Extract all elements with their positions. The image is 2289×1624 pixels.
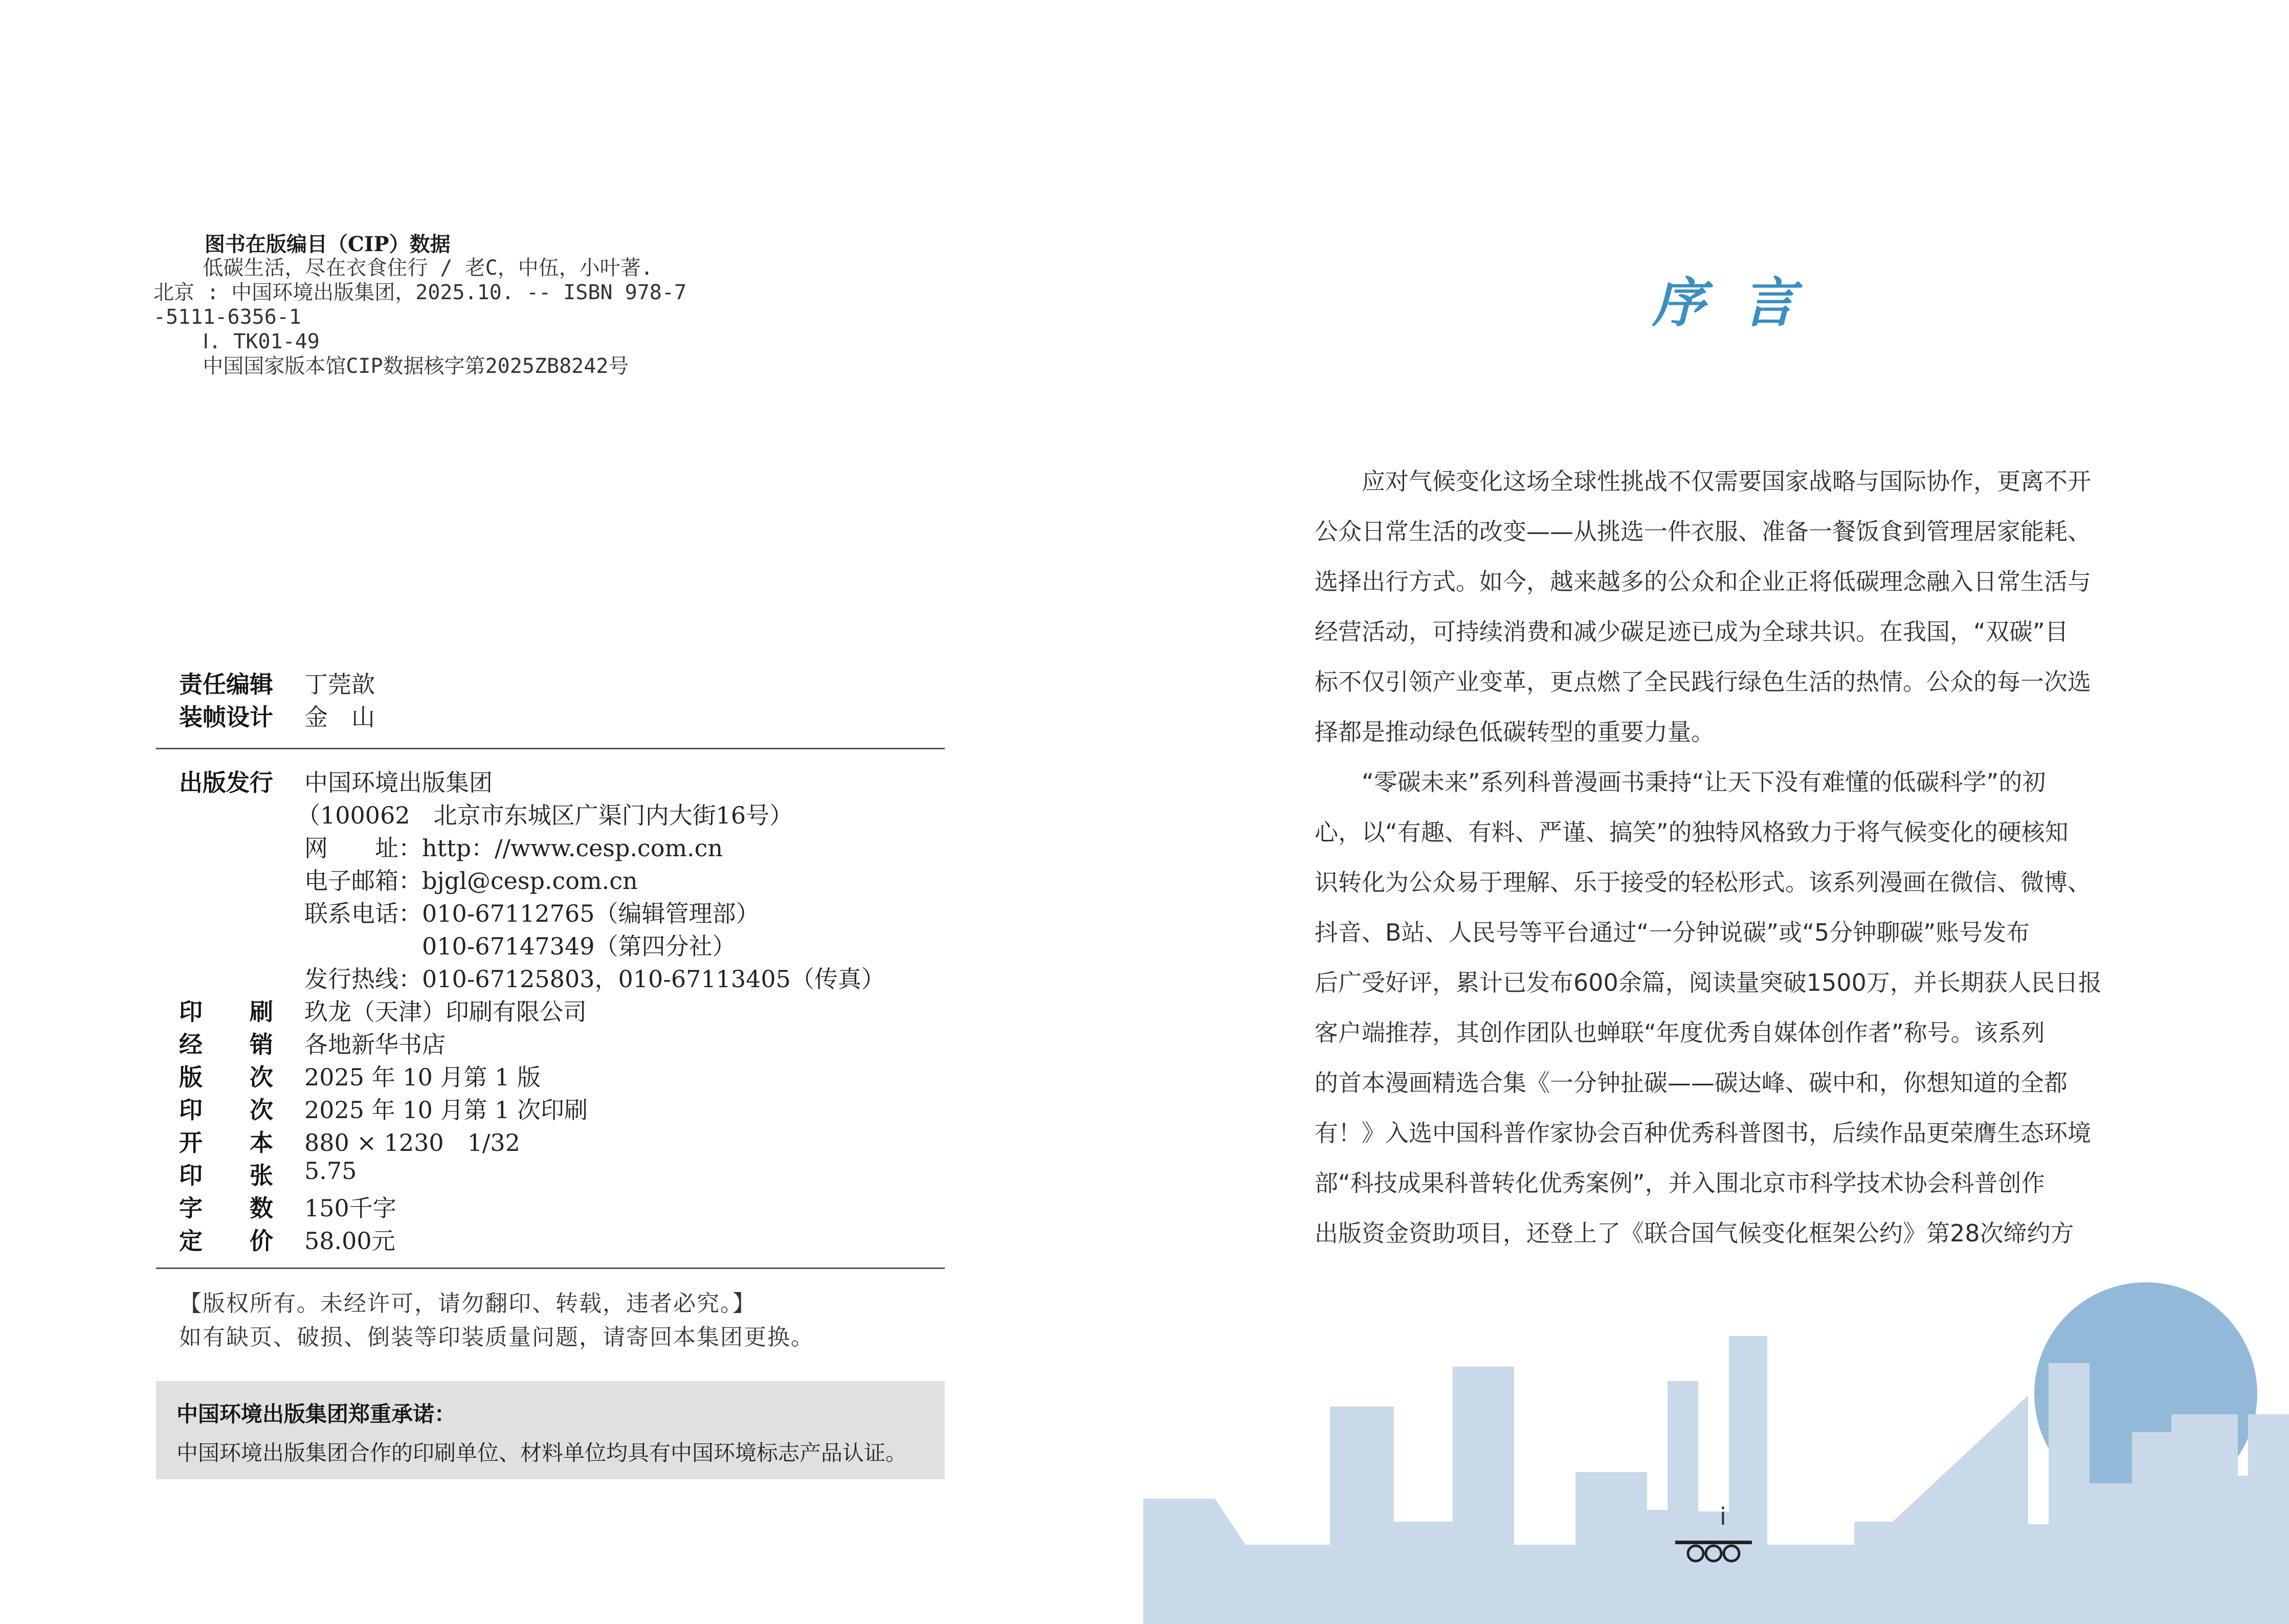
spec-label: 版 次 [179,1063,273,1091]
spec-value: 150千字 [304,1194,396,1222]
spec-label: 开 本 [179,1129,273,1156]
preface-line: 有！》入选中国科普作家协会百种优秀科普图书，后续作品更荣膺生态环境 [1315,1119,2091,1147]
publisher-line: 发行热线：010-67125803，010-67113405（传真） [304,965,885,993]
spec-value: 2025 年 10 月第 1 次印刷 [304,1096,588,1124]
preface-heading: 序言 [1652,272,1833,334]
editor-label: 责任编辑 [179,671,273,698]
promise-text: 中国环境出版集团合作的印刷单位、材料单位均具有中国环境标志产品认证。 [176,1440,907,1465]
publisher-line: 中国环境出版集团 [304,769,493,796]
spec-label: 印 张 [179,1162,273,1189]
spec-value: 58.00元 [304,1227,395,1255]
preface-line: 部“科技成果科普转化优秀案例”，并入围北京市科学技术协会科普创作 [1315,1169,2045,1197]
publisher-line: 网 址：http：//www.cesp.com.cn [304,834,723,862]
publisher-line: 电子邮箱：bjgl@cesp.com.cn [304,867,638,895]
page-number: i [1720,1503,1726,1530]
spec-value: 5.75 [304,1157,357,1185]
designer-label: 装帧设计 [179,703,273,731]
preface-line: 选择出行方式。如今，越来越多的公众和企业正将低碳理念融入日常生活与 [1315,568,2091,595]
cip-line: 中国国家版本馆CIP数据核字第2025ZB8242号 [153,354,629,378]
spec-value: 玖龙（天津）印刷有限公司 [304,998,587,1026]
cart-bar [1675,1541,1752,1544]
publisher-line: 010-67147349（第四分社） [304,932,736,960]
cip-line: Ⅰ. TK01-49 [153,330,320,353]
spec-label: 印 次 [179,1096,273,1124]
preface-line: 公众日常生活的改变——从挑选一件衣服、准备一餐饭食到管理居家能耗、 [1315,518,2091,545]
divider-top [156,748,945,749]
spec-value: 880 × 1230 1/32 [304,1129,520,1156]
preface-line: 应对气候变化这场全球性挑战不仅需要国家战略与国际协作，更离不开 [1315,468,2091,495]
preface-line: 经营活动，可持续消费和减少碳足迹已成为全球共识。在我国，“双碳”目 [1315,618,2069,646]
preface-line: 识转化为公众易于理解、乐于接受的轻松形式。该系列漫画在微信、微博、 [1315,869,2091,896]
spec-label: 定 价 [179,1227,273,1255]
copyright-notice: 【版权所有。未经许可，请勿翻印、转载，违者必究。】 [179,1291,756,1317]
preface-body [1315,456,2102,1258]
preface-line: 择都是推动绿色低碳转型的重要力量。 [1315,718,1715,746]
preface-line: 客户端推荐，其创作团队也蝉联“年度优秀自媒体创作者”称号。该系列 [1315,1019,2045,1047]
preface-line: 后广受好评，累计已发布600余篇，阅读量突破1500万，并长期获人民日报 [1315,969,2102,996]
spec-value: 各地新华书店 [304,1031,446,1058]
publisher-line: （100062 北京市东城区广渠门内大街16号） [297,802,793,829]
quality-notice: 如有缺页、破损、倒装等印装质量问题，请寄回本集团更换。 [179,1324,814,1350]
preface-line: 心，以“有趣、有料、严谨、搞笑”的独特风格致力于将气候变化的硬核知 [1315,818,2069,846]
spec-label: 印 刷 [179,998,273,1026]
cip-line: 北京 : 中国环境出版集团，2025.10. -- ISBN 978-7 [153,281,687,304]
preface-line: 抖音、B站、人民号等平台通过“一分钟说碳”或“5分钟聊碳”账号发布 [1315,919,2030,946]
designer-value: 金 山 [304,703,375,731]
preface-line: 出版资金资助项目，还登上了《联合国气候变化框架公约》第28次缔约方 [1315,1219,2074,1247]
promise-title: 中国环境出版集团郑重承诺： [176,1401,456,1427]
cip-line: 低碳生活，尽在衣食住行 / 老C，中伍，小叶著. [153,256,653,280]
cip-line: -5111-6356-1 [153,305,301,329]
publisher-line: 联系电话：010-67112765（编辑管理部） [304,900,760,927]
editor-value: 丁莞歆 [304,671,375,698]
preface-line: 的首本漫画精选合集《一分钟扯碳——碳达峰、碳中和，你想知道的全都 [1315,1069,2068,1097]
preface-line: “零碳未来”系列科普漫画书秉持“让天下没有难懂的低碳科学”的初 [1315,768,2046,796]
spec-value: 2025 年 10 月第 1 版 [304,1063,541,1091]
spec-label: 字 数 [179,1194,273,1222]
spec-label: 经 销 [179,1031,273,1058]
cip-title: 图书在版编目（CIP）数据 [205,232,451,256]
preface-line: 标不仅引领产业变革，更点燃了全民践行绿色生活的热情。公众的每一次选 [1315,668,2091,696]
divider-bottom [156,1267,945,1269]
city-skyline-illustration [1143,1279,2289,1624]
publisher-label: 出版发行 [179,769,273,796]
